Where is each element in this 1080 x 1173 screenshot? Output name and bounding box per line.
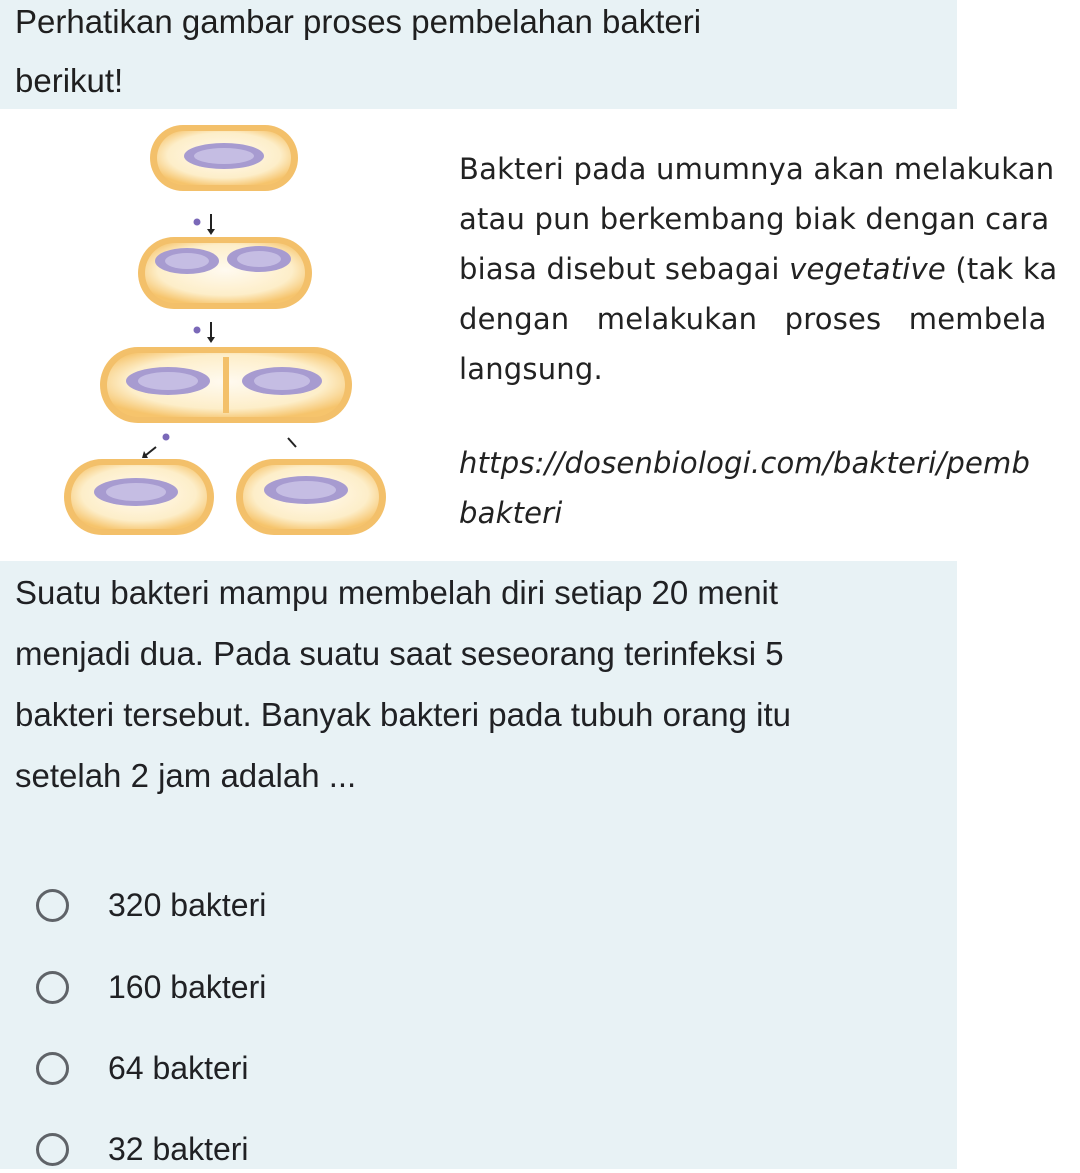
figure-description-line-5: langsung. bbox=[459, 352, 603, 386]
figure-description-line-2: atau pun berkembang biak dengan cara bbox=[459, 202, 1050, 236]
radio-button[interactable] bbox=[36, 971, 69, 1004]
question-line-2: menjadi dua. Pada suatu saat seseorang terinfeksi 5 bbox=[15, 635, 784, 672]
question-text bbox=[15, 562, 791, 806]
figure-text-fragment: biasa disebut sebagai bbox=[459, 252, 790, 286]
question-line-3: bakteri tersebut. Banyak bakteri pada tubuh orang itu bbox=[15, 696, 791, 733]
question-line-1: Suatu bakteri mampu membelah diri setiap 20 menit bbox=[15, 574, 779, 611]
figure-description-line-4: dengan melakukan proses membela bbox=[459, 302, 1047, 336]
daughter-cell-right bbox=[236, 459, 386, 535]
division-arrow-1 bbox=[194, 214, 216, 235]
question-image bbox=[0, 109, 1058, 561]
division-arrow-2 bbox=[194, 322, 216, 343]
bacterium-cell-stage-3 bbox=[100, 347, 352, 423]
question-title-line-1: Perhatikan gambar proses pembelahan bakteri bbox=[15, 3, 702, 40]
option-label: 160 bakteri bbox=[108, 968, 267, 1005]
division-arrow-3 bbox=[142, 434, 296, 459]
option-64-bakteri[interactable] bbox=[36, 1044, 636, 1092]
figure-source-link-cont: bakteri bbox=[459, 496, 563, 530]
radio-button[interactable] bbox=[36, 889, 69, 922]
bacterium-cell-stage-2 bbox=[138, 237, 312, 309]
option-32-bakteri[interactable] bbox=[36, 1125, 636, 1173]
option-label: 32 bakteri bbox=[108, 1130, 249, 1167]
option-320-bakteri[interactable] bbox=[36, 881, 636, 929]
figure-source-link: https://dosenbiologi.com/bakteri/pemb bbox=[459, 446, 1031, 480]
option-160-bakteri[interactable] bbox=[36, 963, 636, 1011]
option-label: 64 bakteri bbox=[108, 1049, 249, 1086]
daughter-cell-left bbox=[64, 459, 214, 535]
radio-button[interactable] bbox=[36, 1133, 69, 1166]
bacterium-cell-stage-1 bbox=[150, 125, 298, 191]
question-line-4: setelah 2 jam adalah ... bbox=[15, 757, 357, 794]
option-label: 320 bakteri bbox=[108, 886, 267, 923]
figure-description-line-1: Bakteri pada umumnya akan melakukan bbox=[459, 152, 1055, 186]
vegetative-term: vegetative bbox=[789, 252, 946, 286]
question-title-line-2: berikut! bbox=[15, 62, 124, 99]
figure-description-line-3 bbox=[459, 251, 1057, 287]
radio-button[interactable] bbox=[36, 1052, 69, 1085]
bacteria-division-illustration bbox=[0, 109, 440, 561]
figure-text-fragment: (tak ka bbox=[945, 252, 1058, 286]
